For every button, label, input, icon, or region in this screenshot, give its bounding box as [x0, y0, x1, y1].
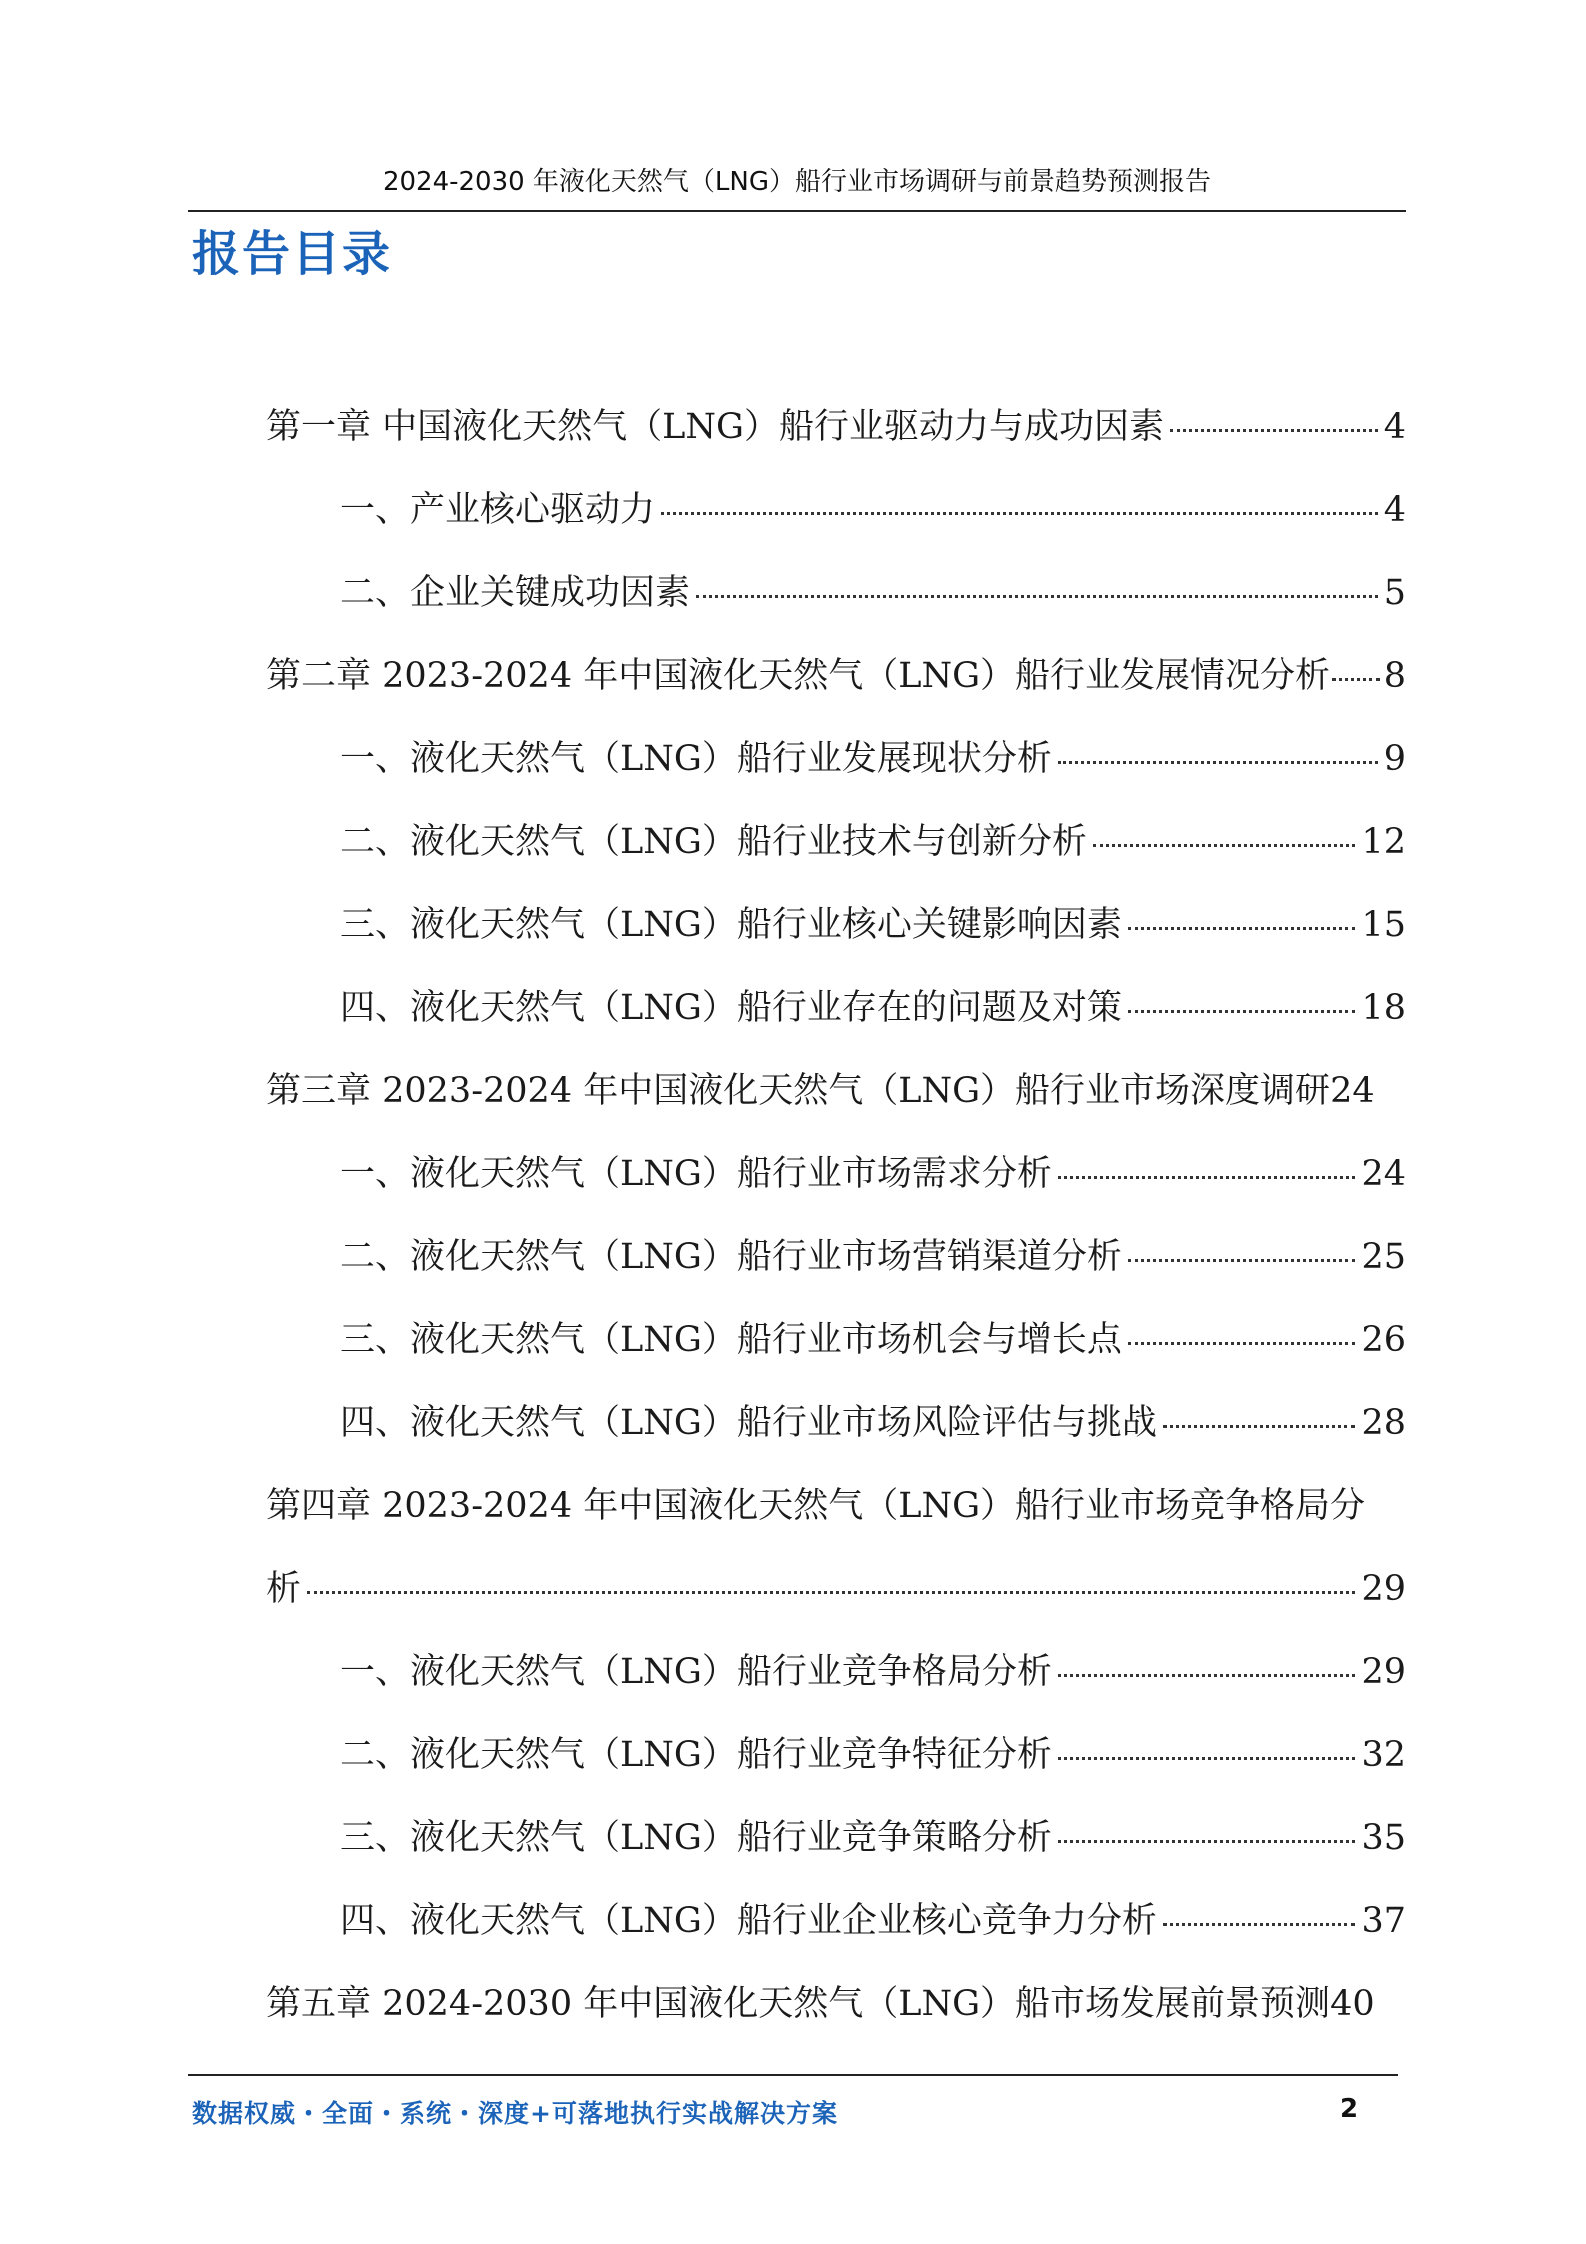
footer-divider: [188, 2074, 1398, 2076]
toc-entry-label: 二、液化天然气（LNG）船行业技术与创新分析: [340, 822, 1087, 862]
toc-entry-label: 一、液化天然气（LNG）船行业发展现状分析: [340, 739, 1052, 779]
page-number: 2: [1340, 2094, 1359, 2124]
toc-entry-page: 28: [1361, 1403, 1406, 1443]
toc-entry-page: 5: [1383, 573, 1406, 613]
toc-entry[interactable]: [266, 1979, 1406, 2029]
toc-entry[interactable]: [266, 1481, 1406, 1531]
toc-entry-page: 32: [1361, 1735, 1406, 1775]
toc-entry[interactable]: [340, 1896, 1406, 1946]
toc-entry[interactable]: [340, 1398, 1406, 1448]
dot-leader: [1128, 1010, 1356, 1013]
toc-entry[interactable]: [340, 734, 1406, 784]
toc-entry[interactable]: [340, 568, 1406, 618]
toc-entry[interactable]: [340, 817, 1406, 867]
toc-entry[interactable]: [340, 1315, 1406, 1365]
toc-entry[interactable]: [340, 1730, 1406, 1780]
toc-entry-page: 4: [1383, 490, 1406, 530]
toc-entry[interactable]: [340, 1149, 1406, 1199]
toc-entry[interactable]: [266, 651, 1406, 701]
toc-entry-page: 24: [1330, 1071, 1375, 1111]
toc-entry[interactable]: [340, 900, 1406, 950]
toc-entry-page: 37: [1361, 1901, 1406, 1941]
toc-entry[interactable]: [266, 1066, 1406, 1116]
toc-entry-label-continuation: 析: [266, 1569, 302, 1609]
toc-entry-page: 9: [1383, 739, 1406, 779]
toc-entry-page: 29: [1361, 1652, 1406, 1692]
dot-leader: [1163, 1425, 1356, 1428]
dot-leader: [1163, 1923, 1356, 1926]
toc-entry[interactable]: [340, 485, 1406, 535]
toc-entry-label: 一、产业核心驱动力: [340, 490, 656, 530]
toc-entry-label: 一、液化天然气（LNG）船行业竞争格局分析: [340, 1652, 1052, 1692]
toc-entry-page: 8: [1383, 656, 1406, 696]
toc-entry-page: 40: [1330, 1984, 1375, 2024]
toc-entry-label: 二、液化天然气（LNG）船行业竞争特征分析: [340, 1735, 1052, 1775]
dot-leader: [1058, 761, 1378, 764]
toc-entry-label: 第一章 中国液化天然气（LNG）船行业驱动力与成功因素: [266, 407, 1164, 447]
toc-entry-label: 三、液化天然气（LNG）船行业核心关键影响因素: [340, 905, 1122, 945]
toc-entry-page: 26: [1361, 1320, 1406, 1360]
dot-leader: [1058, 1176, 1356, 1179]
footer-slogan: 数据权威・全面・系统・深度+可落地执行实战解决方案: [192, 2099, 838, 2128]
toc-entry-page: 15: [1361, 905, 1406, 945]
toc-entry-page: 25: [1361, 1237, 1406, 1277]
toc-entry-label: 二、企业关键成功因素: [340, 573, 691, 613]
toc-entry[interactable]: [340, 1813, 1406, 1863]
dot-leader: [1128, 1342, 1356, 1345]
dot-leader: [661, 512, 1378, 515]
toc-entry[interactable]: [340, 1647, 1406, 1697]
toc-entry-page: 18: [1361, 988, 1406, 1028]
toc-entry-page: 24: [1361, 1154, 1406, 1194]
report-title: 2024-2030 年液化天然气（LNG）船行业市场调研与前景趋势预测报告: [382, 167, 1212, 197]
page-header: [188, 160, 1406, 212]
toc-entry-page: 4: [1383, 407, 1406, 447]
toc-entry-label: 第五章 2024-2030 年中国液化天然气（LNG）船市场发展前景预测: [266, 1984, 1331, 2024]
dot-leader: [1170, 429, 1378, 432]
toc-entry[interactable]: [340, 1232, 1406, 1282]
toc-entry-label: 三、液化天然气（LNG）船行业市场机会与增长点: [340, 1320, 1122, 1360]
dot-leader: [1093, 844, 1356, 847]
dot-leader: [307, 1591, 1355, 1594]
toc-entry-label: 一、液化天然气（LNG）船行业市场需求分析: [340, 1154, 1052, 1194]
toc-entry-label: 四、液化天然气（LNG）船行业企业核心竞争力分析: [340, 1901, 1157, 1941]
toc-entry-label: 四、液化天然气（LNG）船行业存在的问题及对策: [340, 988, 1122, 1028]
dot-leader: [1058, 1757, 1356, 1760]
toc-entry-page: 35: [1361, 1818, 1406, 1858]
dot-leader: [696, 595, 1378, 598]
dot-leader: [1128, 1259, 1356, 1262]
toc-entry-label: 第二章 2023-2024 年中国液化天然气（LNG）船行业发展情况分析: [266, 656, 1331, 696]
toc-entry-label: 二、液化天然气（LNG）船行业市场营销渠道分析: [340, 1237, 1122, 1277]
toc-entry[interactable]: [340, 983, 1406, 1033]
dot-leader: [1058, 1674, 1356, 1677]
toc-entry[interactable]: [266, 402, 1406, 452]
dot-leader: [1128, 927, 1356, 930]
toc-entry-label: 三、液化天然气（LNG）船行业竞争策略分析: [340, 1818, 1052, 1858]
toc-entry-label: 第三章 2023-2024 年中国液化天然气（LNG）船行业市场深度调研: [266, 1071, 1331, 1111]
toc-entry-page: 12: [1361, 822, 1406, 862]
toc-entry-label: 第四章 2023-2024 年中国液化天然气（LNG）船行业市场竞争格局分: [266, 1486, 1366, 1526]
toc-entry-page: 29: [1361, 1569, 1406, 1609]
dot-leader: [1058, 1840, 1356, 1843]
toc-title: 报告目录: [192, 226, 393, 282]
toc-entry-label: 四、液化天然气（LNG）船行业市场风险评估与挑战: [340, 1403, 1157, 1443]
dot-leader: [1332, 678, 1380, 681]
toc-entry-continuation[interactable]: [266, 1564, 1406, 1614]
